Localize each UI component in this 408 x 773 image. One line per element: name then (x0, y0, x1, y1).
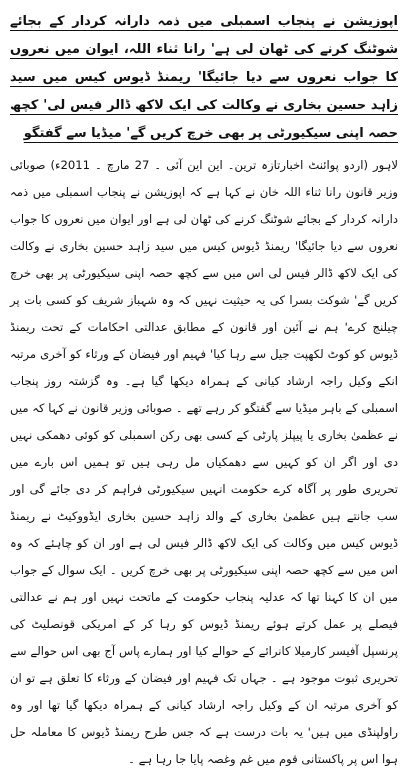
headline-text: اپوزیشن نے پنجاب اسمبلی میں ذمہ دارانہ کردار کے بجائے شوٹنگ کرنے کی ٹھان لی ہے' رانا ثناء اللہ، ایوان میں نعروں کا جواب نعروں سے دیا جائیگا' ریمنڈ ڈیوس کیس میں سید زاہد حسین بخاری نے وکالت کی ایک لاکھ ڈالر فیس لی' کچھ حصہ اپنی سیکیورٹی پر بھی خرچ کریں گے' میڈیا سے گفتگو (10, 14, 398, 141)
article-headline (10, 8, 398, 148)
article-body: لاہور (اردو پوائنٹ اخبارتازہ ترین۔ این این آئی ۔ 27 مارچ ۔ 2011ء) صوبائی وزیر قانون رانا ثناء اللہ خان نے کہا ہے کہ اپوزیشن نے پنجاب اسمبلی میں ذمہ دارانہ کردار کے بجائے شوٹنگ کرنے کی ٹھان لی ہے اور ایوان میں نعروں کا جواب نعروں سے دیا جائیگا' ریمنڈ ڈیوس کیس میں سید زاہد حسین بخاری نے وکالت کی ایک لاکھ ڈالر فیس لی اس میں سے کچھ حصہ اپنی سیکیورٹی پر بھی خرچ کریں گے' شوکت بسرا کی یہ حیثیت نہیں کہ وہ شہباز شریف کو کسی بات پر چیلنج کرے' ہم نے آئین اور قانون کے مطابق عدالتی احکامات کے تحت ریمنڈ ڈیوس کو کوٹ لکھپت جیل سے رہا کیا' فہیم اور فیضان کے ورثاء کو آخری مرتبہ انکے وکیل راجہ ارشاد کیانی کے ہمراہ دیکھا گیا ہے۔ وہ گزشتہ روز پنجاب اسمبلی کے باہر میڈیا سے گفتگو کر رہے تھے ۔ صوبائی وزیر قانون نے کہا کہ میں نے عظمیٰ بخاری یا پیپلز پارٹی کے کسی بھی رکن اسمبلی کو کوئی دھمکی نہیں دی اور اگر ان کو کہیں سے دھمکیاں مل رہی ہیں تو ہمیں اس بارے میں تحریری طور پر آگاہ کرے حکومت انہیں سیکیورٹی فراہم کر دی جائے گی اور سب جانتے ہیں عظمیٰ بخاری کے والد زاہد حسین بخاری ایڈووکیٹ نے ریمنڈ ڈیوس کیس میں وکالت کی ایک لاکھ ڈالر فیس لی ہے اور ان کو چاہئے کہ وہ اس میں سے کچھ حصہ اپنی سیکیورٹی پر بھی خرچ کریں ۔ ایک سوال کے جواب میں ان کا کہنا تھا کہ عدلیہ پنجاب حکومت کے ماتحت نہیں اور ہم نے عدالتی فیصلے پر عمل کرتے ہوئے ریمنڈ ڈیوس کو رہا کر کے امریکی قونصلیٹ کی پرنسپل آفیسر کارمیلا کانرائے کے حوالے کیا اور ہمارے پاس آج بھی اس حوالے سے تحریری ثبوت موجود ہے ۔ جہاں تک فہیم اور فیضان کے ورثاء کا تعلق ہے تو ان کو آخری مرتبہ ان کے وکیل راجہ ارشاد کیانی کے ہمراہ دیکھا گیا تھا اور وہ راولپنڈی میں ہیں' یہ بات درست ہے کہ جس طرح ریمنڈ ڈیوس کا معاملہ حل ہوا اس پر پاکستانی قوم میں غم وغصہ پایا جا رہا ہے ۔ (10, 158, 398, 766)
